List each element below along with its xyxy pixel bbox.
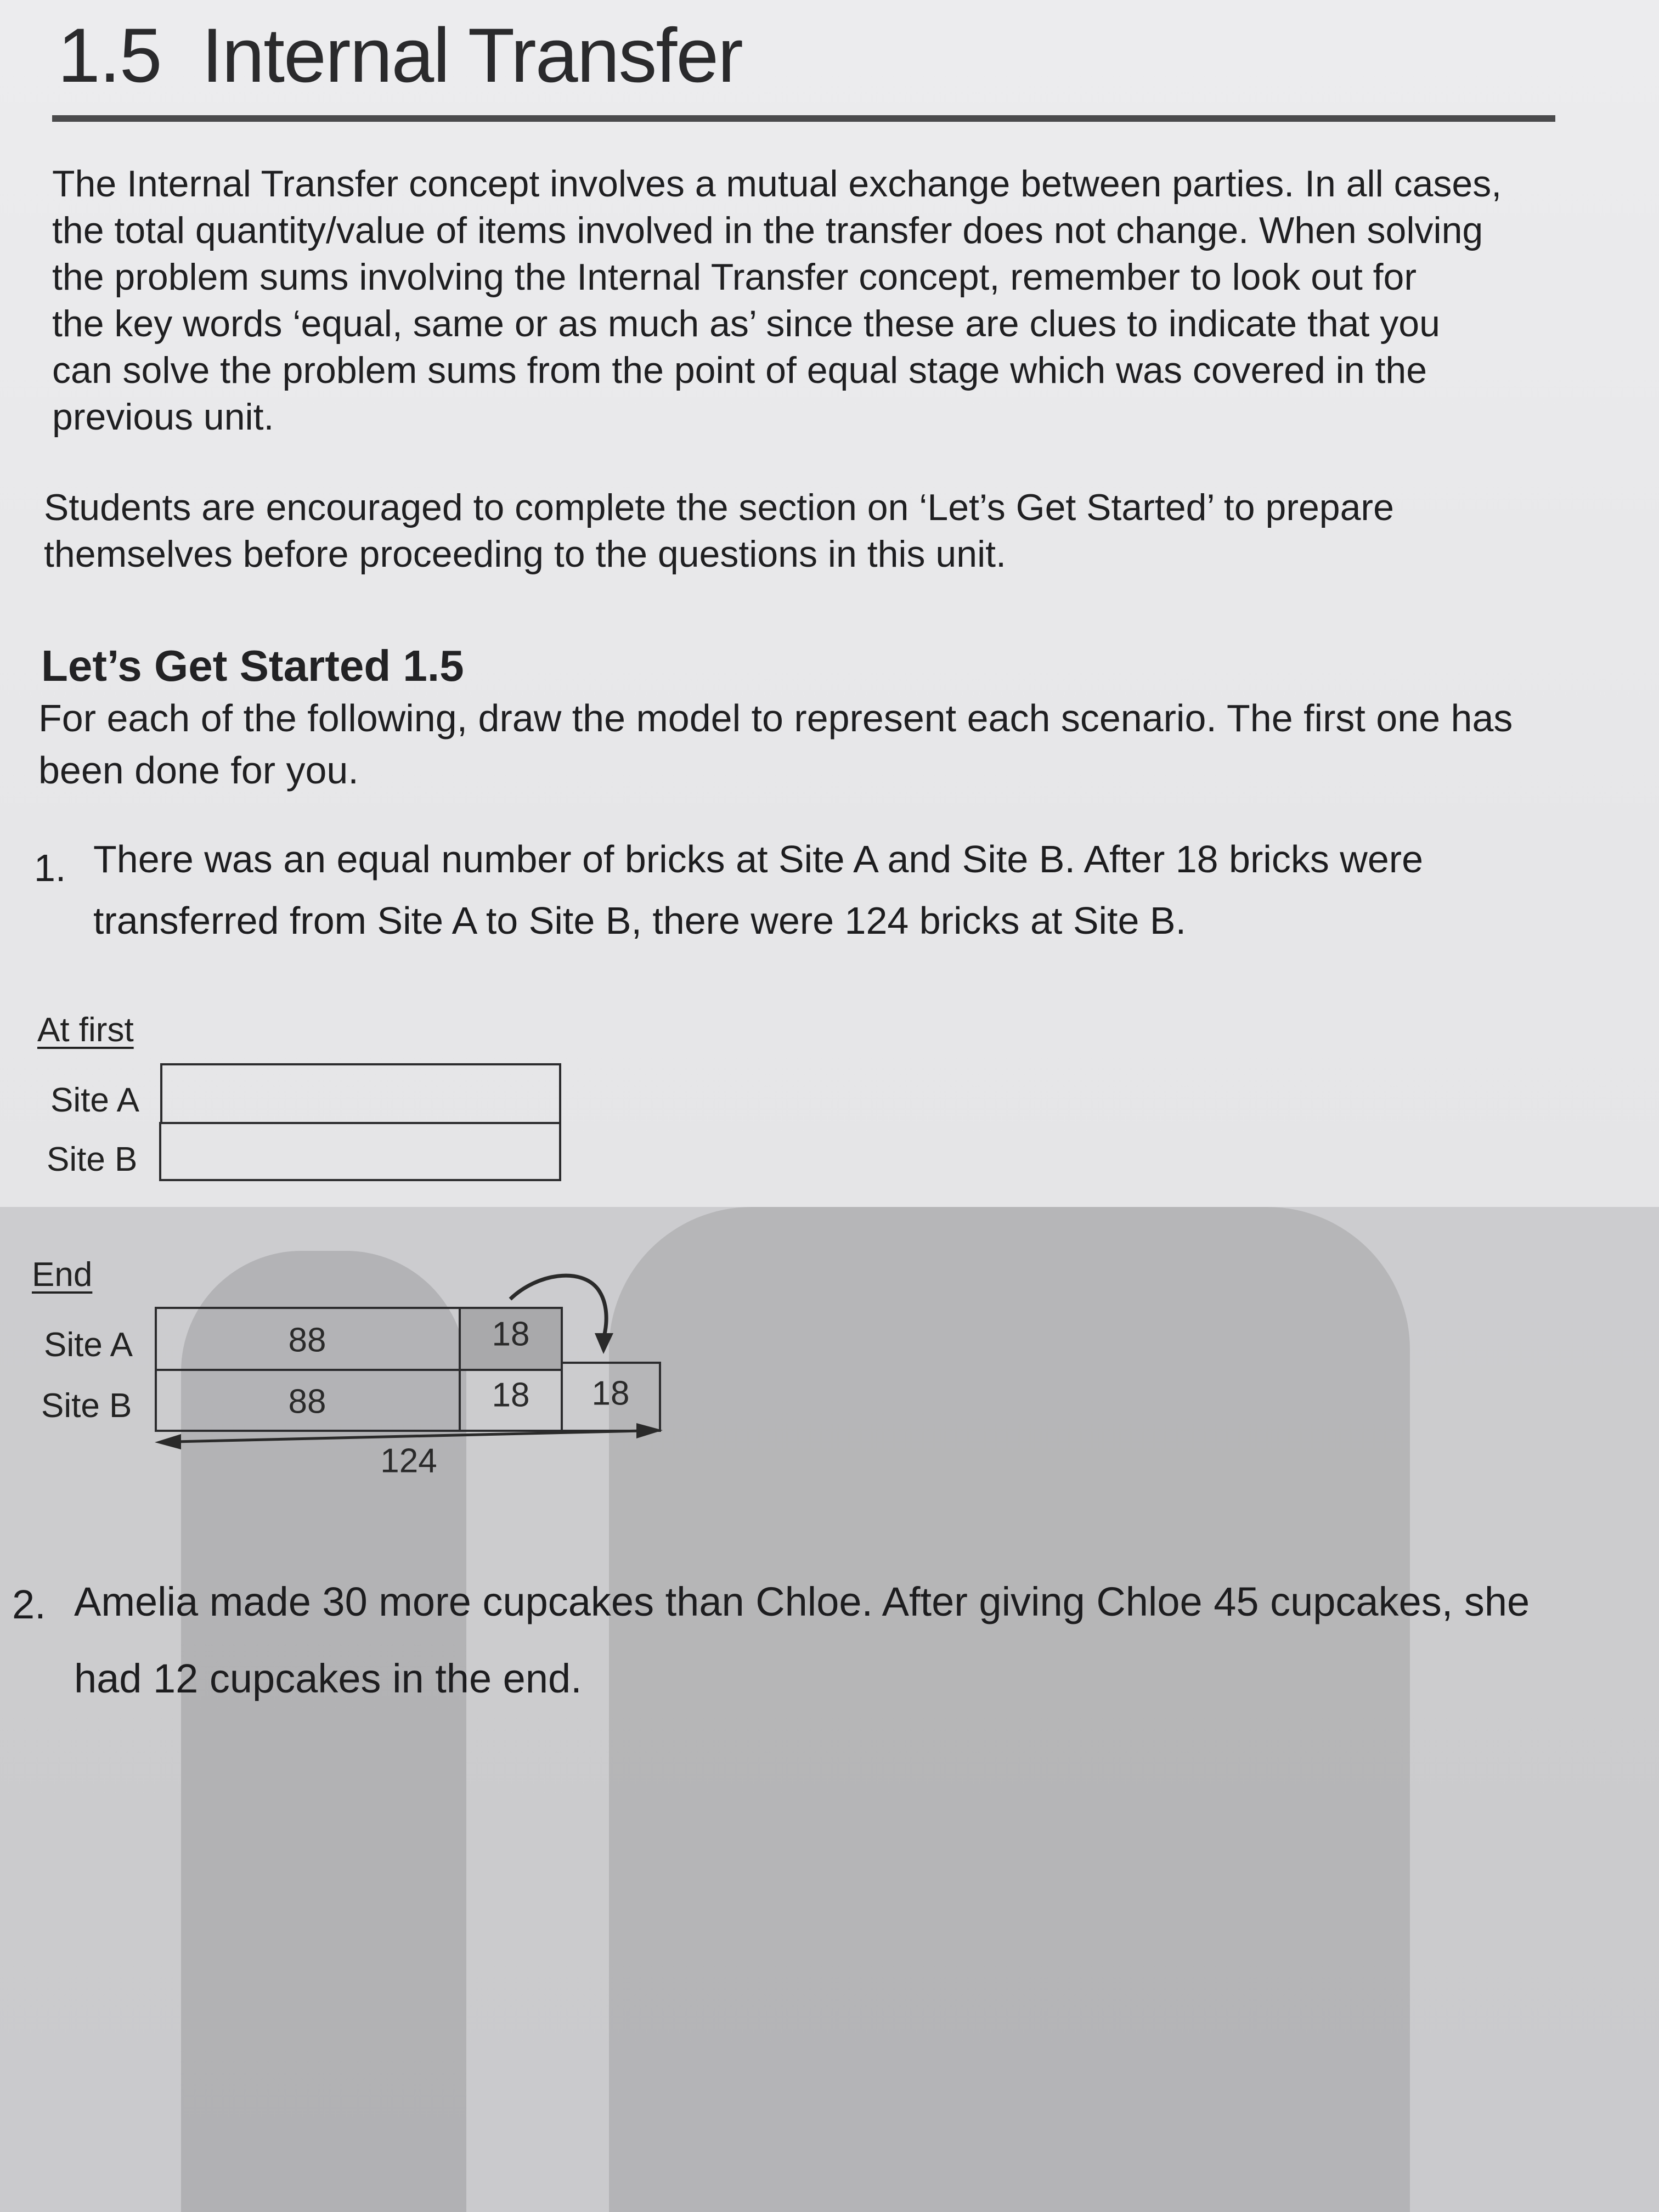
intro-line: Students are encouraged to complete the section on ‘Let’s Get Started’ to prepare <box>44 487 1394 528</box>
end-site-a-remaining-value: 88 <box>288 1321 326 1359</box>
instruction-line: been done for you. <box>38 749 359 792</box>
end-site-a-transfer-value: 18 <box>492 1315 530 1353</box>
intro-line: the problem sums involving the Internal Transfer concept, remember to look out for <box>52 256 1417 298</box>
intro-line: The Internal Transfer concept involves a mutual exchange between parties. In all cases, <box>52 163 1502 205</box>
question-line: had 12 cupcakes in the end. <box>74 1656 582 1701</box>
at-first-site-a-label: Site A <box>50 1081 139 1119</box>
at-first-site-b-label: Site B <box>47 1141 138 1178</box>
end-site-b-total-value: 124 <box>380 1442 437 1480</box>
question-2-number: 2. <box>12 1582 46 1627</box>
question-1-number: 1. <box>34 847 66 889</box>
at-first-label: At first <box>37 1011 134 1049</box>
question-2-text <box>74 1564 1649 1717</box>
intro-line: the key words ‘equal, same or as much as’ since these are clues to indicate that you <box>52 303 1440 345</box>
intro-line: the total quantity/value of items involved in the transfer does not change. When solving <box>52 210 1483 251</box>
end-site-b-label: Site B <box>41 1387 132 1425</box>
end-site-a-label: Site A <box>44 1326 133 1364</box>
end-site-b-original-value: 88 <box>288 1383 326 1421</box>
intro-line: can solve the problem sums from the point of equal stage which was covered in the <box>52 349 1427 391</box>
intro-line: previous unit. <box>52 396 274 438</box>
section-title: Internal Transfer <box>201 12 742 98</box>
question-line: There was an equal number of bricks at Site A and Site B. After 18 bricks were <box>93 838 1424 881</box>
question-line: transferred from Site A to Site B, there were 124 bricks at Site B. <box>93 899 1187 942</box>
section-number: 1.5 <box>58 12 161 98</box>
end-site-b-part-value: 18 <box>492 1376 530 1414</box>
question-line: Amelia made 30 more cupcakes than Chloe. After giving Chloe 45 cupcakes, she <box>74 1579 1530 1624</box>
lets-get-started-heading: Let’s Get Started 1.5 <box>41 641 464 690</box>
end-site-b-received-value: 18 <box>591 1374 630 1413</box>
intro-line: themselves before proceeding to the questions in this unit. <box>44 533 1006 575</box>
end-label: End <box>32 1256 93 1294</box>
instruction-line: For each of the following, draw the model to represent each scenario. The first one has <box>38 697 1513 740</box>
